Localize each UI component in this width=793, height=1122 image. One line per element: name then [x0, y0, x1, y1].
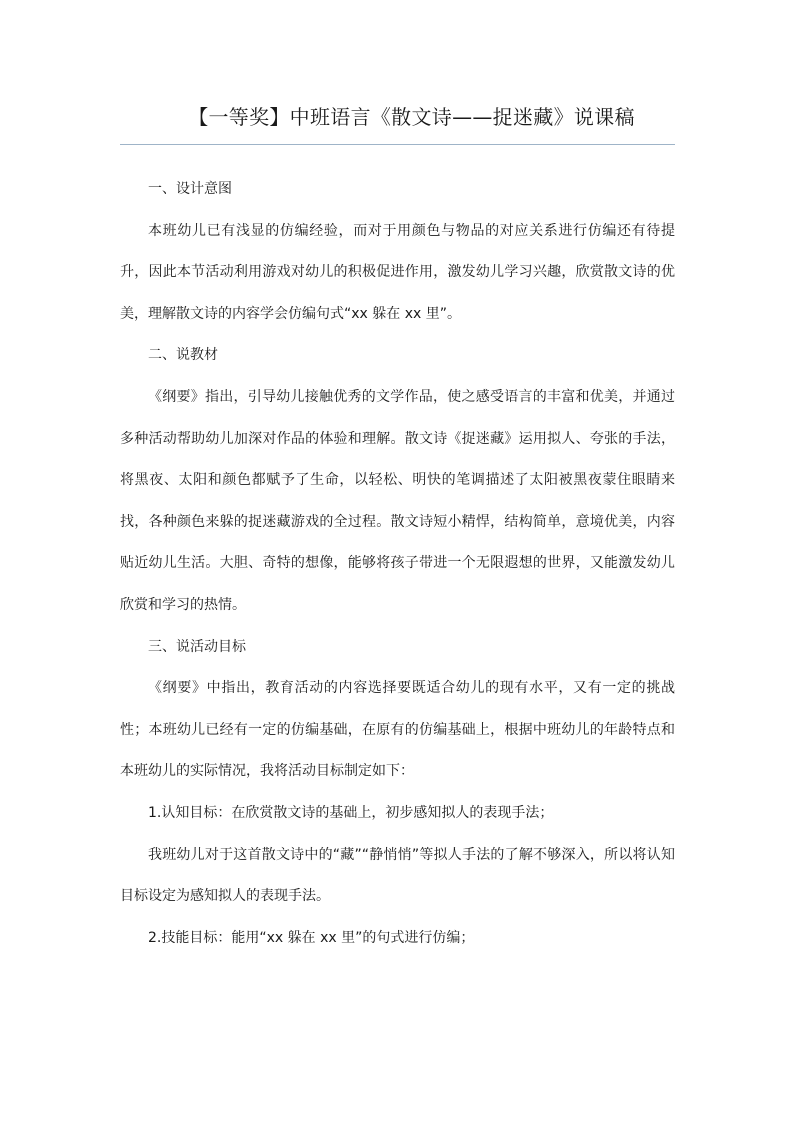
title-divider	[120, 144, 675, 145]
goal-cognitive: 1.认知目标：在欣赏散文诗的基础上，初步感知拟人的表现手法；	[148, 804, 554, 821]
goal-skill: 2.技能目标：能用“xx 躲在 xx 里”的句式进行仿编；	[148, 929, 475, 946]
section-heading-teaching-material: 二、说教材	[148, 347, 218, 364]
section-heading-activity-goals: 三、说活动目标	[148, 638, 246, 655]
paragraph-activity-goals: 《纲要》中指出，教育活动的内容选择要既适合幼儿的现有水平，又有一定的挑战性；本班幼儿已经有一定的仿编基础，在原有的仿编基础上，根据中班幼儿的年龄特点和本班幼儿的实际情况，我将活动目标制定如下：	[120, 680, 675, 780]
document-body	[120, 169, 675, 959]
paragraph-cognitive-explanation: 我班幼儿对于这首散文诗中的“藏”“静悄悄”等拟人手法的了解不够深入，所以将认知目标设定为感知拟人的表现手法。	[120, 846, 675, 905]
document-title: 【一等奖】中班语言《散文诗——捉迷藏》说课稿	[188, 105, 635, 129]
section-heading-design-intent: 一、设计意图	[148, 181, 232, 197]
paragraph-teaching-material: 《纲要》指出，引导幼儿接触优秀的文学作品，使之感受语言的丰富和优美，并通过多种活动帮助幼儿加深对作品的体验和理解。散文诗《捉迷藏》运用拟人、夸张的手法，将黑夜、太阳和颜色都赋予了生命，以轻松、明快的笔调描述了太阳被黑夜蒙住眼睛来找，各种颜色来躲的捉迷藏游戏的全过程。散文诗短小精悍，结构简单，意境优美，内容贴近幼儿生活。大胆、奇特的想像，能够将孩子带进一个无限遐想的世界，又能激发幼儿欣赏和学习的热情。	[120, 388, 675, 613]
paragraph-design-intent: 本班幼儿已有浅显的仿编经验，而对于用颜色与物品的对应关系进行仿编还有待提升，因此本节活动利用游戏对幼儿的积极促进作用，激发幼儿学习兴趣，欣赏散文诗的优美，理解散文诗的内容学会仿编句式“xx 躲在 xx 里”。	[120, 222, 675, 322]
